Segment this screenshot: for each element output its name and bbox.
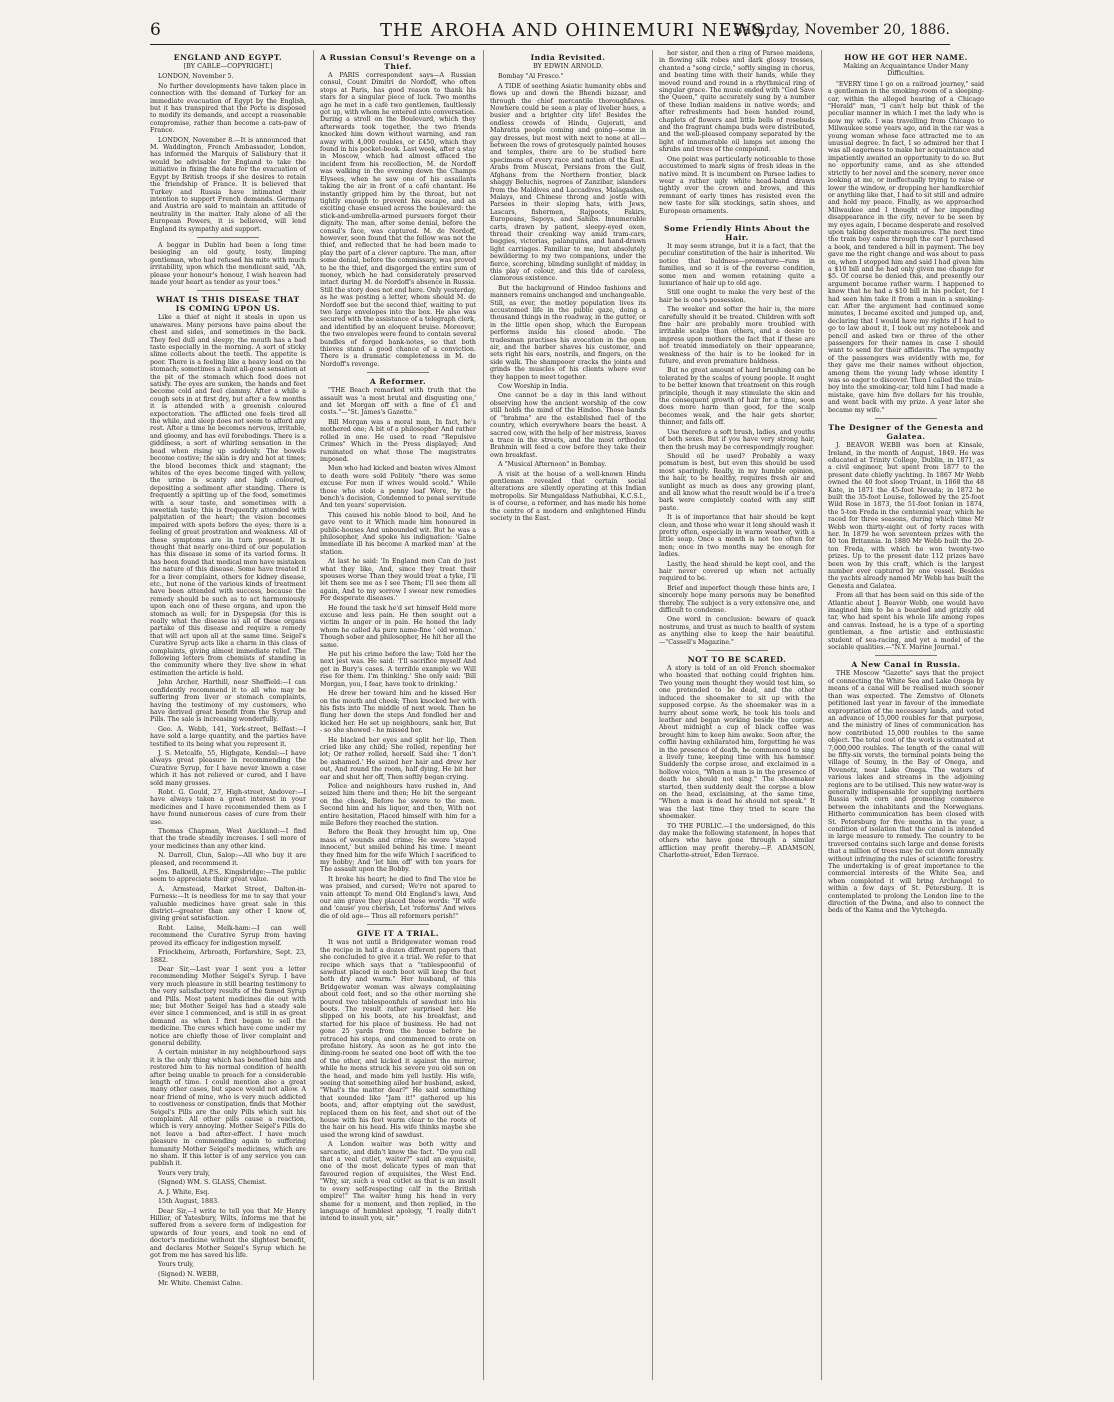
article-paragraph: Men who had kicked and beaten wives Almost to death were sold Politely "there was some excuse For men if wives would scold." While those who stole a penny loaf Were, by the bench's decision, Condemned to penal servitude And ten years' supervision.: [320, 465, 476, 510]
article-paragraph: Thomas Chapman, West Auckland:—I find that the trade steadily increases. I sell more of your medicines than any other kind.: [150, 828, 306, 850]
column-divider: [652, 50, 653, 1380]
article-paragraph: Still one ought to make the very best of the hair he is one's possession.: [659, 289, 815, 304]
article-paragraph: Police and neighbours have rushed in, And seized him there and then; He bit the sergeant on the cheek, Before he swore to the men. Second him and his liquor, and then, With not entire hesitation, Placed himself with him for a mile Before they reached the station.: [320, 782, 476, 827]
article-paragraph: John Archer, Harthill, near Sheffield:—I can confidently recommend it to all who may be suffering from liver or stomach complaints, having the testimony of my customers, who have derived great benefit from the Syrup and Pills. The sale is increasing wonderfully.: [150, 679, 306, 724]
article-paragraph: Should oil be used? Probably a waxy pomatum is best, but even this should be used most sparingly. Really, in my humble opinion, the hair, to be healthy, requires fresh air and sunlight as much as does any growing plant, and all know what the result would be if a tree's bark were completely coated with any stiff paste.: [659, 452, 815, 512]
article-paragraph: 15th August, 1883.: [158, 1198, 220, 1206]
article-paragraph: It is of importance that hair should be kept clean, and those who wear it long should wash it pretty often, especially in warm weather, with a little soap. Once a month is not too often for men; once in two months may be enough for ladies.: [659, 514, 815, 559]
article-paragraph: It broke his heart; he died to find The vice he was praised, and cursed; We're not spared to vain attempt To mend Old England's laws, And our aim grave they placed these words: "If wife and 'cause' you cherish, Let 'reforms' And wives die of old age— Thus all reformers perish!": [320, 875, 476, 920]
article-paragraph: Before the Beak they brought him up, One mass of wounds and crime; He swore 'stayed innocent,' but smiled behind his time. I meant they fined him for the wife Which I sacrificed to my hobby; And 'let him off' with ten years for The assault upon the Bobby.: [320, 829, 476, 874]
article-paragraph: Jos. Balkwill, A.P.S., Kingsbridge:—The public seem to appreciate their great value.: [150, 869, 306, 884]
article-paragraph: A PARIS correspondent says—A Russian consul, Count Dimitri de Nordoff, who often stops at Paris, has good reason to thank his stars for a singular piece of luck. Two months ago he met in a café two gentlemen, faultlessly got up, with whom he entered into conversation. During a stroll on the Boulevard, which they afterwards took together, the two friends knocked him down without warning, and ran away with 4,000 roubles, or £450, which they found in his pocket-book. Last week, after a stay in Moscow, which had almost effaced the incident from his recollection, M. de Nordoff was walking in the evening down the Champs Elysees, when he saw one of his assailants taking the air in front of a café chantant. He instantly gripped him by the throat, but not tightly enough to prevent his escape, and an exciting chase ensued across the boulevard: the stick-and-umbrella-armed pursuers forgot their dignity. The man, after some denial, before the consul's face, was captured. M. de Nordoff, however, soon found that the fellow was not the thief, and reflected that he had been made to play the part of a clever capture. The man, after some denial, before the commissary, was proved to be the thief, and disgorged the entire sum of money, which he had considerately preserved intact during M. de Nordoff's absence in Russia. Still the story does not end here. Only yesterday, as he was posting a letter, whom should M. de Nordoff see but the second thief, waiting to put two large envelopes into the box. He also was secured with the assistance of a telegraph clerk, and identified by an eloquent bruise. Moreover, the two envelopes were found to contain several bundles of forged bank-notes, so that both thieves stand a good chance of a conviction. There is a dramatic completeness in M. de Nordoff's revenge.: [320, 72, 476, 368]
article-paragraph: Bill Morgan was a moral man, In fact, he's mothered one; A bit of a philosopher And rather rolled in one. He used to read "Repulsive Crimes" Which in the Press displayed; And ruminated on what those The magistrates imposed.: [320, 418, 476, 463]
article-paragraph: J. S. Metcalfe, 55, Highgate, Kendal:—I have always great pleasure in recommending the Curative Syrup, for I have never known a case which it has not relieved or cured, and I have sold many grosses.: [150, 749, 306, 787]
article-paragraph: A. Armstead, Market Street, Dalton-in-Furness:—It is needless for me to say that your valuable medicines have great sale in this district—greater than any other I know of, giving great satisfaction.: [150, 885, 306, 923]
article-heading: A Russian Consul's Revenge on a Thief.: [320, 53, 476, 71]
article-divider: [197, 290, 259, 291]
article-paragraph: Brief and imperfect though these hints are, I sincerely hope many persons may be benefited thereby. The subject is a very extensive one, and difficult to condense.: [659, 584, 815, 615]
article-paragraph: But no great amount of hard brushing can be tolerated by the scalps of young people. It ought to be better known that treatment on this rough principle, though it may stimulate the skin and the consequent growth of hair for a time, soon does more harm than good, for the scalp becomes weak, and the hair gets shorter, thinner, and falls off.: [659, 367, 815, 427]
article-paragraph: He put his crime before the law; Told her the next jest was. He said: 'I'll sacrifice myself And get in Bury's cases. A terrible example we Will rise for them. I'm thinking.' She only said: 'Bill Morgan, you, I fear, have took to drinking.': [320, 651, 476, 688]
article-paragraph: Cow Worship in India.: [498, 383, 569, 391]
article-paragraph: He blacked her eyes and split her lip, Then cried like any child; She rolled, repenting her lot; Or rather rolled, herself. Said she: 'I don't be ashamed.' He seized her hair and drew her out, And round the room, half dying, He bit her ear and shut her off, Then softly began crying.: [320, 736, 476, 781]
article-paragraph: Bombay "Al Fresco.": [498, 73, 564, 81]
article-paragraph: "THE Beach remarked with truth that the assault was 'a most brutal and disgusting one,' and let Morgan off with a fine of £1 and costs."—"St. James's Gazette.": [320, 387, 476, 417]
article-paragraph: her sister, and then a ring of Parsee maidens, in flowing silk robes and dark glossy tresses, chanted a "song circle," softly singing in chorus, and beating time with their hands, while they moved round and round in a rhythmical ring of singular grace. The music ended with "God Save the Queen," quite accurately sung by a number of these Indian maidens in native words; and after refreshments had been handed round, chaplets of flowers and little bells of rosebuds and the fragrant champa buds were distributed, and the well-pleased company separated by the light of innumerable oil lamps set among the shrubs and trees of the compound.: [659, 50, 815, 154]
article-divider: [875, 418, 937, 419]
column-1: [150, 50, 306, 1380]
article-paragraph: It may seem strange, but it is a fact, that the peculiar constitution of the hair is inherited. We notice that baldness—premature—runs in families, and so it is of the reverse condition, some men and women retaining quite a luxuriance of hair up to old age.: [659, 242, 815, 287]
article-paragraph: Robt. Laine, Melk-ham:—I can well recommend the Curative Syrup from having proved its efficacy for indigestion myself.: [150, 924, 306, 947]
article-paragraph: No further developments have taken place in connection with the demand of Turkey for an immediate evacuation of Egypt by the English, but it has transpired that the Porte is disposed to modify its demands, and accept a reasonable compromise, rather than become a cats-paw of France.: [150, 82, 306, 135]
article-paragraph: He found the task he'd set himself Held more excuse and less pain. He then sought out a victim In anger or in pain. He honed the lady whom he called As pure name-fine ' old woman.' Though sober and philosopher, He hit her all the same.: [320, 604, 476, 649]
article-paragraph: "EVERY time I go on a railroad journey," said a gentleman in the smoking-room of a sleeping-car, within the alleged hearing of a Chicago "Herald" man, "I can't help but think of the peculiar manner in which I met the lady who is now my wife. I was travelling from Chicago to Milwaukee some years ago, and in the car was a young woman whose face attracted me to an unusual degree. In fact, I so admired her that I was all eagerness to make her acquaintance and impatiently awaited an opportunity to do so. But no opportunity came, and as she attended strictly to her novel and the scenery, never once looking at me, or ineffectually trying to raise or lower the window, or dropping her handkerchief or anything like that, I had to sit still and admire and hold my peace. Finally, as we approached Milwaukee and I thought of her impending disappearance in the city, never to be seen by my eyes again, I became desperate and resolved upon taking desperate measures. The next time the train boy came through the car I purchased a book, and tendered a bill in payment. The boy gave me the right change and was about to pass on, when I stopped him and said I had given him a $10 bill and he had only given me change for $5. Of course he denied this, and presently our argument became rather warm. I happened to know that he had a $10 bill in his pocket, for I had seen him take it from a man in a smoking-car. After the argument had continued some minutes, I became excited and jumped up, and, declaring that I would have my rights if I had to go to law about it, I took out my notebook and pencil and asked two or three of the other passengers for their names in case I should want to send for their affidavits. The sympathy of the passengers was evidently with me, for they gave me their names without objection, among them the young lady whose identity I was so eager to discover. Then I called the train-boy into the smoking-car, told him I had made a mistake, gave him five dollars for his trouble, and went back with my prize. A year later she became my wife.": [828, 80, 984, 414]
article-paragraph: A beggar in Dublin had been a long time besieging an old gouty, testy, limping gentleman, who had refused his mite with much irritability, upon which the mendicant said, "Ah, please your honour's honour, I wish heaven had made your heart as tender as your toes.": [150, 241, 306, 286]
column-5: [828, 50, 984, 1380]
article-divider: [197, 237, 259, 238]
article-paragraph: J. BEAVOR WEBB was born at Kinsale, Ireland, in the month of August, 1849. He was educated at Trinity College, Dublin, in 1871, as a civil engineer, but spent from 1877 to the present date chiefly yachting. In 1867 Mr Webb owned the 40 foot sloop Truant, in 1868 the 48 Kate, in 1871 the 45-foot Nevada; in 1872 he built the 35-foot Louise, followed by the 25-foot Wild Rose in 1873, the 51-foot Ionian in 1874, the 5-ton Freda in the centennial year, which he raced for three seasons, during which time Mr Webb won thirty-eight out of forty races with her. In 1879 he won seventeen prizes with the 40 ton Britannia. In 1880 Mr Webb built the 20-ton Freda, with which he won twenty-two prizes. Up to the present date 112 prizes have been won by this craft, which is the largest number ever captured by one vessel. Besides the yachts already named Mr Webb has built the Genesta and Galatea.: [828, 442, 984, 590]
column-divider: [483, 50, 484, 1380]
article-heading: GIVE IT A TRIAL.: [356, 929, 440, 939]
article-divider: [367, 372, 429, 373]
article-heading: WHAT IS THIS DISEASE THAT IS COMING UPON US.: [156, 295, 300, 314]
article-paragraph: Lastly, the head should be kept cool, and the hair never covered up when not actually required to be.: [659, 560, 815, 583]
article-divider: [875, 655, 937, 656]
article-paragraph: One point was particularly noticeable to those accustomed to mark signs of fresh ideas in the native mind. It is incumbent on Parsee ladies to wear a rather ugly white head-band drawn tightly over the crown and brows, and this remnant of early times has resisted even the new taste for silk stockings, satin shoes, and European ornaments.: [659, 155, 815, 215]
article-paragraph: Robt. G. Gould, 27, High-street, Andover:—I have always taken a great interest in your medicines and I have recommended them as I have found numerous cases of cure from their use.: [150, 788, 306, 826]
article-paragraph: Dear Sir,—I write to tell you that Mr Henry Hillier, of Yatesbury, Wilts, informs me that he suffered from a severe form of indigestion for upwards of four years, and took no end of doctor's medicine without the slightest benefit, and declares Mother Seigel's Syrup which he got from me has saved his life.: [150, 1207, 306, 1259]
article-heading: ENGLAND AND EGYPT.: [173, 53, 283, 62]
column-2: [320, 50, 476, 1380]
article-paragraph: LONDON, November 8.—It is announced that M. Waddington, French Ambassador, London, has informed the Marquis of Salisbury that it would be advisable for England to take the initiative in fixing the date for the evacuation of Egypt by British troops if she desires to retain the friendship of France. It is believed that Turkey and Russia have intimated their intention to support French demands. Germany and Austria are said to maintain an attitude of neutrality in the matter. Italy alone of all the European Powers, it is believed, will lend England its sympathy and support.: [150, 136, 306, 233]
article-paragraph: A story is told of an old French shoemaker who boasted that nothing could frighten him. Two young men thought they would test him, so one pretended to be dead, and the other induced the shoemaker to sit up with the supposed corpse. As the shoemaker was in a hurry about some work, he took his tools and leather and began working beside the corpse. About midnight a cup of black coffee was brought him to keep him awake. Soon after, the coffin having exhilarated him, forgetting he was in the presence of death, he commenced to sing a lively tune, keeping time with his hammer. Suddenly the corpse arose, and exclaimed in a hollow voice, "When a man is in the presence of death he should not sing." The shoemaker started, then suddenly dealt the corpse a blow on the head, exclaiming, at the same time, "When a man is dead he should not speak." It was the last time they tried to scare the shoemaker.: [659, 665, 815, 821]
article-paragraph: TO THE PUBLIC.—I the undersigned, do this day make the following statement, in hopes that others who have gone through a similar affliction may profit thereby.—F. ADAMSON, Charlotte-street, Eden Terrace.: [659, 822, 815, 860]
article-paragraph: A "Musical Afternoon" in Bombay.: [498, 461, 607, 469]
article-paragraph: (Signed) N. WEBB,: [158, 1270, 219, 1278]
article-paragraph: (Signed) WM. S. GLASS, Chemist.: [158, 1179, 267, 1187]
article-heading: HOW HE GOT HER NAME.: [844, 53, 968, 62]
article-paragraph: Use therefore a soft brush, ladies, and youths of both sexes. But if you have very strong hair, then the brush may be correspondingly rougher.: [659, 428, 815, 451]
article-heading: A New Canal in Russia.: [851, 660, 961, 670]
article-paragraph: Geo. A. Webb, 141, York-street, Belfast:—I have sold a large quantity, and the parties have testified to its being what you represent it.: [150, 725, 306, 748]
article-paragraph: One word in conclusion: beware of quack nostrums, and trust as much to health of system as anything else to keep the hair beautiful.—"Cassell's Magazine.": [659, 616, 815, 646]
article-divider: [706, 219, 768, 220]
article-paragraph: This caused his noble blood to boil, And he gave vent to it Which made him honoured in public-houses And unbounded wit. But he was a philosopher, And spoke his indignation: 'Galne immediate ill his become A marked man' at the station.: [320, 511, 476, 556]
article-paragraph: A visit at the house of a well-known Hindu gentleman revealed that certain social alterations are silently operating at this Indian metropolis. Sir Mungaldass Nathubhai, K.C.S.I., is of course, a reformer, and has made his home the centre of a modern and enlightened Hindu society in the East.: [490, 470, 646, 522]
article-paragraph: From all that has been said on this side of the Atlantic about J. Beavor Webb, one would have imagined him to be a bearded and grizzly old tar, who had spent his whole life among ropes and canvas. Instead, he is a type of a sporting gentleman, a fine artistic and enthusiastic student of sea-racing, and yet a model of the sociable qualities.—"N.Y. Marine Journal.": [828, 592, 984, 652]
column-divider: [821, 50, 822, 1380]
article-heading: Some Friendly Hints About the Hair.: [663, 223, 811, 242]
article-paragraph: Mr. White. Chemist Calne.: [158, 1280, 243, 1288]
article-subheading: [BY CABLE—COPYRIGHT.]: [183, 62, 273, 70]
article-paragraph: THE Moscow "Gazette" says that the project of connecting the White Sea and Lake Onega by means of a canal will be realised much sooner than was expected. The Zemstvo of Olonets petitioned last year in favour of the immediate expropriation of the necessary lands, and voted an advance of 15,000 roubles for that purpose, and the ministry of lines of communication has now contributed 15,000 roubles to the same object. The total cost of the work is estimated at 7,000,000 roubles. The length of the canal will be fifty-six versts, the terminal points being the village of Soumy, in the Bay of Onega, and Povenetz, near Lake Onega. The waters of various lakes and streams in the adjoining regions are to be utilised. This new water-way is generally indispensable for supplying northern Russia with corn and promoting commerce between the inhabitants and the Norwegians. Hitherto communication has been closed with St. Petersburg for five months in the year, a condition of isolation that the canal is intended in large measure to remedy. The country to be traversed contains such large and dense forests that a million of trees may be cut down annually without infringing the rules of scientific forestry. The undertaking is of great importance to the commercial interests of the White Sea, and when completed it will bring Archangel to within a few days of St. Petersburg. It is contemplated to prolong the London line to the direction of the Dwina, and also to connect the beds of the Kama and the Vytchegda.: [828, 670, 984, 915]
article-paragraph: Yours very truly,: [158, 1169, 210, 1177]
article-paragraph: A London waiter was both witty and sarcastic, and didn't know the fact. "Do you call that a veal cutlet, waiter?" said an exquisite, one of the most delicate types of man that favoured region of exquisites, the West End. "Why, sir, such a veal cutlet as that is an insult to every self-respecting calf in the British empire!" The waiter hung his head in very shame for a moment, and then replied, in the language of humblest apology, "I really didn't intend to insult you, sir.": [320, 1141, 476, 1223]
article-paragraph: A TIDE of seething Asiatic humanity ebbs and flows up and down the Bhendi bazaar, and through the chief mercantile thoroughfares. Nowhere could be seen a play of livelier hues, a busier and a brighter city life! Besides the endless crowds of Hindu, Gujerati, and Mahratta people coming and going—some in gay dresses, but most with next to none at all—between the rows of grotesquely painted houses and temples, there are to be studied here specimens of every race and nation of the East. Arabs from Muscat, Persians from the Gulf, Afghans from the Northern frontier, black shaggy Beluchis, negroes of Zanzibar, islanders from the Maldives and Laccadives, Malagashes, Malays, and Chinese throng and jostle with Parsees in their sloping hats, with Jews, Lascars, fishermen, Rajpoots, Fakirs, Europeans, Sepoys, and Sahibs. Innumerable carts, drawn by patient, sleepy-eyed oxen, thread their creaking way amid tram-cars, buggies, victorias, palanquins, and hand-drawn light carriages. Familiar to me, but absolutely bewildering to my two companions, under the fierce, scorching, blinding sunlight of midday, in this play of colour, and this tide of careless, clamorous existence.: [490, 82, 646, 283]
article-paragraph: But the background of Hindoo fashions and manners remains unchanged and unchangeable. Still, as ever, the motley population lives its accustomed life in the public gaze, doing a thousand things in the roadway, in the gutter, or in the little open shop, which the European performs inside his closed abode. The tradesman practises his avocation in the open air, and the barber shaves his customer, and sets right his ears, nostrils, and fingers, on the side walk. The shampooer cracks the joints and grinds the muscles of his clients where ever they happen to meet together.: [490, 284, 646, 381]
column-divider: [313, 50, 314, 1380]
issue-date: Saturday, November 20, 1886.: [733, 22, 950, 38]
article-subheading: BY EDWIN ARNOLD.: [533, 62, 603, 70]
article-heading: The Designer of the Genesta and Galatea.: [828, 423, 984, 442]
newspaper-title: THE AROHA AND OHINEMURI NEWS,: [380, 20, 772, 41]
article-paragraph: At last he said: 'In England men Can do just what they like, And, since they treat their spouses worse Than they would treat a tyke, I'll let them see me as I see Them; I'll see them all again, And to my sorrow I swear new remedies For desperate diseases.': [320, 558, 476, 603]
article-heading: A Reformer.: [369, 377, 427, 387]
article-paragraph: Yours truly,: [158, 1261, 195, 1269]
article-paragraph: N. Darroll, Clun, Salop:—All who buy it are pleased, and recommend it.: [150, 852, 306, 867]
article-paragraph: One cannot be a day in this land without observing how the ancient worship of the cow still holds the mind of the Hindoo. Those bands of "brahma" are the established fuel of the country, which everywhere bears the beast. A sacred cow, with the help of her mistress, leaves a trace in the streets, and the most orthodox Brahmin will feed a cow before they take their own breakfast.: [490, 392, 646, 459]
column-3: [490, 50, 646, 1380]
article-divider: [706, 650, 768, 651]
article-paragraph: He drew her toward him and he kissed Her on the mouth and cheek; Then knocked her with his fists into The middle of next week. Then he flung her down the steps And fondled her and kicked her. He set up neighbours, sank her, But - so she showed - he missed her.: [320, 690, 476, 735]
article-paragraph: It was not until a Bridgewater woman read the recipe in half a dozen different papers that she concluded to give it a trial. We refer to that recipe which says that a "tablespoonful of sawdust placed in each boot will keep the feet both dry and warm." Her husband, of this Bridgewater woman was always complaining about cold feet, and so the other morning she poured two tablespoonfuls of sawdust into his boots. The result rather surprised her. He slipped on his boots, ate his breakfast, and started for his place of business. He had not gone 25 yards from the house before he retraced his steps, and commenced to orate on profane history. As soon as he got into the dining-room he seated one boot off with the toe of the other, and kicked it against the mirror, while he mens struck his severe you old son on the head, and made him yell lustily. His wife, seeing that something ailed her husband, asked, "What's the matter dear?" He said something that sounded like "Jam it!" gathered up his boots, and, after emptying out the sawdust, replaced them on his feet, and shot out of the house with his feet warm clear to the roots of the hair on his head. His wife thinks maybe she used the wrong kind of sawdust.: [320, 939, 476, 1139]
article-paragraph: The weaker and softer the hair is, the more carefully should it be treated. Children with soft fine hair are probably more troubled with irritable scalps than others, and a desire to impress upon mothers the fact that if these are not treated immediately on their appearance, weakness of the hair is to be looked for in future, and even premature baldness.: [659, 306, 815, 366]
article-paragraph: Friockheim, Arbroath, Forfarshire, Sept. 23, 1882.: [150, 949, 306, 964]
article-paragraph: A certain minister in my neighbourhood says it is the only thing which has benefited him and restored him to his normal condition of health after being unable to preach for a considerable length of time. I could mention also a great many other cases, but space would not allow. A near friend of mine, who is very much addicted to costiveness or constipation, finds that Mother Seigel's Pills are the only Pills which suit his complaint. All other pills cause a reaction, which is very annoying. Mother Seigel's Pills do not leave a bad after-effect. I have much pleasure in commending again to suffering humanity Mother Seigel's medicines, which are no sham. If this letter is of any service you can publish it.: [150, 1049, 306, 1168]
column-4: [659, 50, 815, 1380]
article-paragraph: Dear Sir,—Last year I sent you a letter recommending Mother Seigel's Syrup. I have very much pleasure in still bearing testimony to the very satisfactory results of the famed Syrup and Pills. Most patent medicines die out with me; but Mother Seigel has had a steady sale ever since I commenced, and is still in as great demand as when I first began to sell the medicine. The cures which have come under my notice are chiefly those of liver complaint and general debility.: [150, 965, 306, 1047]
page-number: 6: [150, 20, 161, 40]
article-divider: [367, 924, 429, 925]
article-paragraph: LONDON, November 5.: [158, 73, 234, 81]
article-heading: India Revisited.: [530, 53, 606, 62]
masthead: [150, 18, 950, 45]
article-subheading: Making an Acquaintance Under Many Difficulties.: [843, 62, 969, 78]
article-heading: NOT TO BE SCARED.: [687, 655, 787, 665]
article-paragraph: A. J. White, Esq.: [158, 1188, 210, 1196]
article-paragraph: Like a thief at night it steals in upon us unawares. Many persons have pains about the chest and sides, and sometimes in the back. They feel dull and sleepy; the mouth has a bad taste especially in the morning. A sort of sticky slime collects about the teeth. The appetite is poor. There is a feeling like a heavy load on the stomach; sometimes a faint all-gone sensation at the pit of the stomach which food does not satisfy. The eyes are sunken, the hands and feet become cold and feel clammy. After a while a cough sets in at first dry, but after a few months it is attended with a greenish coloured expectoration. The afflicted one feels tired all the while, and sleep does not seem to afford any rest. After a time he becomes nervous, irritable, and gloomy, and has evil forebodings. There is a giddiness, a sort of whirling sensation in the head when rising up suddenly. The bowels become costive; the skin is dry and hot at times; the blood becomes thick and stagnant; the whites of the eyes become tinged with yellow, the urine is scanty and high coloured, depositing a sediment after standing. There is frequently a spitting up of the food, sometimes with a sour taste, and sometimes with a sweetish taste; this is frequently attended with palpitation of the heart; the vision becomes impaired with spots before the eyes; there is a feeling of great prostration and weakness. All of these symptoms are in turn present. It is thought that nearly one-third of our population has this disease in some of its varied forms. It has been found that medical men have mistaken the nature of this disease. Some have treated it for a liver complaint, others for kidney disease, etc., but none of the various kinds of treatment have been attended with success, because the remedy should be such as to act harmoniously upon each one of these organs, and upon the stomach as well; for in Dyspepsia (for this is really what the disease is) all of these organs partake of this disease and require a remedy that will act upon all at the same time. Seigel's Curative Syrup acts like a charm in this class of complaints, giving almost immediate relief. The following letters from chemists of standing in the community where they live show in what estimation the article is held.: [150, 314, 306, 677]
